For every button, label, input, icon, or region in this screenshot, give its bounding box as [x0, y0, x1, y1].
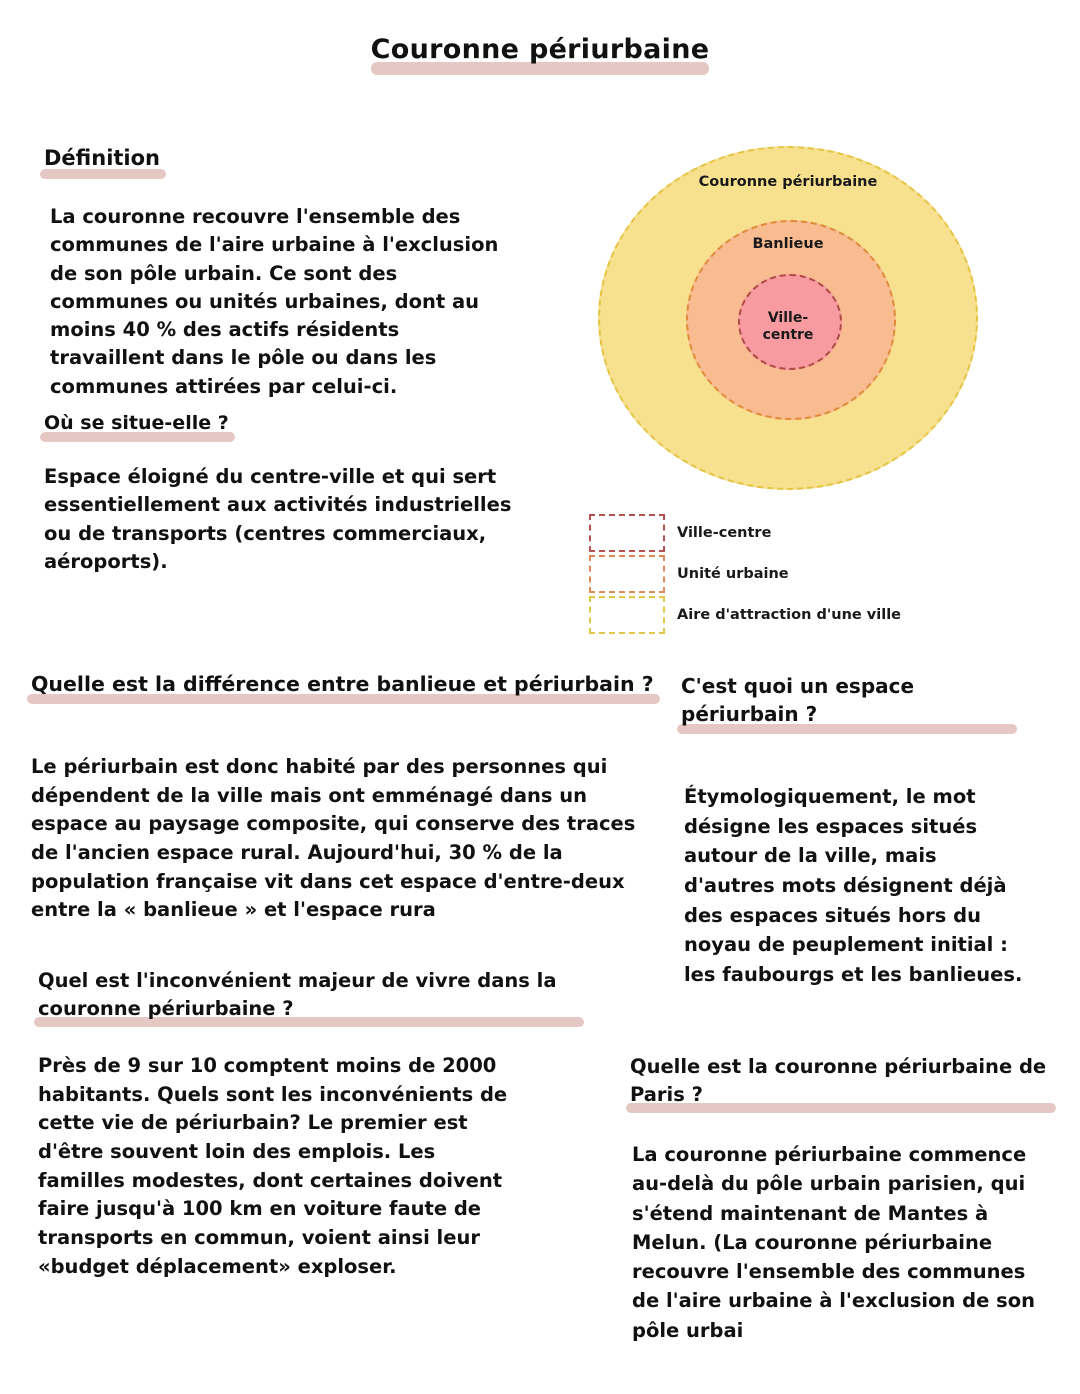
- concentric-rings-diagram: [598, 146, 978, 490]
- legend-label-ville-centre: Ville-centre: [677, 524, 772, 541]
- inconvenient-heading-text: Quel est l'inconvénient majeur de vivre dans la couronne périurbaine ?: [38, 967, 578, 1022]
- ring-label-ville-centre-line2: centre: [762, 326, 814, 343]
- page-title: [0, 34, 1080, 65]
- paris-heading-text: Quelle est la couronne périurbaine de Paris ?: [630, 1053, 1050, 1108]
- ring-label-ville-centre-line1: Ville-: [767, 310, 809, 326]
- inconvenient-heading: [38, 967, 578, 1022]
- definition-heading: [44, 144, 160, 174]
- legend-swatch-icon-aire-attraction: [589, 596, 665, 634]
- espace-periurbain-heading: [681, 672, 1011, 729]
- definition-heading-text: Définition: [44, 144, 160, 174]
- difference-heading: [31, 670, 654, 699]
- ring-label-couronne-periurbaine: Couronne périurbaine: [698, 174, 878, 190]
- paris-body: La couronne périurbaine commence au-delà du pôle urbain parisien, qui s'étend maintenant de Mantes à Melun. (La couronne périurbaine recouvre l'ensemble des communes de l'aire urbaine à l'exclusion de son pôle urbai: [632, 1143, 1036, 1342]
- legend-item-ville-centre: [589, 512, 919, 553]
- espace-periurbain-body: Étymologiquement, le mot désigne les espaces situés autour de la ville, mais d'autres mots désignent déjà des espaces situés hors du noyau de peuplement initial : les faubourgs et les banlieues.: [684, 785, 1023, 986]
- ring-label-ville-centre: [598, 310, 978, 343]
- situe-heading-text: Où se situe-elle ?: [44, 410, 229, 437]
- legend-label-unite-urbaine: Unité urbaine: [677, 565, 789, 582]
- definition-body: La couronne recouvre l'ensemble des communes de l'aire urbaine à l'exclusion de son pôle urbain. Ce sont des communes ou unités urbaines, dont au moins 40 % des actifs résidents travaillent dans le pôle ou dans les communes attirées par celui-ci.: [50, 205, 499, 398]
- page-title-text: Couronne périurbaine: [370, 34, 710, 65]
- espace-periurbain-heading-text: C'est quoi un espace périurbain ?: [681, 672, 1011, 729]
- situe-body: Espace éloigné du centre-ville et qui sert essentiellement aux activités industrielles ou de transports (centres commerciaux, aéroports).: [44, 465, 512, 573]
- inconvenient-body: Près de 9 sur 10 comptent moins de 2000 habitants. Quels sont les inconvénients de cette vie de périurbain? Le premier est d'être souvent loin des emplois. Les familles modestes, dont certaines doivent faire jusqu'à 100 km en voiture faute de transports en commun, voient ainsi leur «budget déplacement» exploser.: [38, 1054, 508, 1278]
- legend-label-aire-attraction: Aire d'attraction d'une ville: [677, 606, 901, 623]
- diagram-legend: [589, 512, 919, 635]
- legend-item-aire-attraction: [589, 594, 919, 635]
- legend-item-unite-urbaine: [589, 553, 919, 594]
- legend-swatch-icon-ville-centre: [589, 514, 665, 552]
- difference-heading-text: Quelle est la différence entre banlieue et périurbain ?: [31, 670, 654, 699]
- difference-body: Le périurbain est donc habité par des personnes qui dépendent de la ville mais ont emménagé dans un espace au paysage composite, qui conserve des traces de l'ancien espace rural. Aujourd'hui, 30 % de la population française vit dans cet espace d'entre-deux entre la « banlieue » et l'espace rura: [31, 755, 636, 922]
- paris-heading: [630, 1053, 1050, 1108]
- legend-swatch-icon-unite-urbaine: [589, 555, 665, 593]
- ring-label-banlieue: Banlieue: [752, 236, 824, 252]
- situe-heading: [44, 410, 229, 437]
